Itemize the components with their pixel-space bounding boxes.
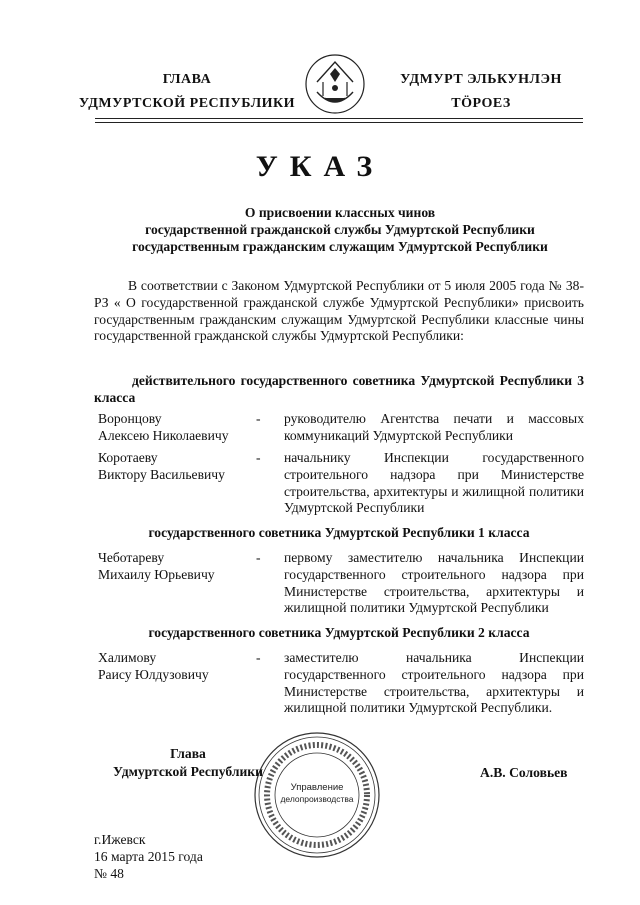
section-heading-2-class: государственного советника Удмуртской Республики 2 класса (148, 625, 530, 640)
header-divider-top (95, 118, 583, 119)
header-divider-bottom (95, 122, 583, 123)
header-left (78, 68, 296, 116)
signature-title-line1: Глава (170, 746, 206, 761)
appointee-position: начальнику Инспекции государственного строительного надзора при Министерстве строительства, архитектуры и жилищной политики Удмуртской Республики (284, 450, 584, 516)
republic-emblem-icon (303, 52, 367, 116)
decree-date: 16 марта 2015 года (94, 849, 203, 864)
appointee-given-names: Алексею Николаевичу (98, 427, 229, 443)
city: г.Ижевск (94, 832, 146, 847)
appointee-given-names: Виктору Васильевичу (98, 466, 225, 482)
signature-title (98, 745, 278, 781)
header-left-line2: УДМУРТСКОЙ РЕСПУБЛИКИ (78, 96, 296, 111)
appointee-name (98, 550, 258, 584)
subject-line-1: О присвоении классных чинов (244, 205, 436, 220)
appointee-name (98, 450, 258, 484)
entry-dash: - (256, 411, 261, 426)
decree-number: № 48 (94, 866, 124, 881)
header-left-line1: ГЛАВА (162, 72, 212, 87)
appointee-position: первому заместителю начальника Инспекции государственного строительного надзора при Министерстве строительства, архитектуры и жилищной политики Удмуртской Республики (284, 550, 584, 616)
appointee-given-names: Михаилу Юрьевичу (98, 566, 215, 582)
signature-title-line2: Удмуртской Республики (113, 764, 263, 779)
header-right-line1: УДМУРТ ЭЛЬКУНЛЭН (400, 72, 562, 87)
decree-intro: В соответствии с Законом Удмуртской Республики от 5 июля 2005 года № 38-РЗ « О государственной гражданской службе Удмуртской Республики» присвоить государственным гражданским служащим Удмуртской Республики классные чины государственной гражданской службы Удмуртской Республики: (94, 278, 584, 344)
entry-dash: - (256, 650, 261, 665)
signatory-name: А.В. Соловьев (480, 765, 568, 780)
entry-dash: - (256, 450, 261, 465)
document-title: УКАЗ (255, 150, 385, 183)
stamp-center-line2: делопроизводства (280, 794, 354, 804)
section-heading-3-class: действительного государственного советника Удмуртской Республики 3 класса (94, 373, 584, 405)
entry-dash: - (256, 550, 261, 565)
appointee-surname: Чеботареву (98, 550, 165, 565)
stamp-center-line1: Управление (290, 782, 344, 793)
appointee-name (98, 411, 258, 445)
subject-line-2: государственной гражданской службы Удмуртской Республики (145, 221, 535, 237)
section-heading-1-class: государственного советника Удмуртской Республики 1 класса (148, 525, 530, 540)
place-and-date (94, 831, 203, 882)
subject-line-3: государственным гражданским служащим Удмуртской Республики (132, 238, 548, 254)
appointee-position: руководителю Агентства печати и массовых коммуникаций Удмуртской Республики (284, 411, 584, 443)
appointee-surname: Халимову (98, 650, 157, 665)
appointee-name (98, 650, 258, 684)
appointee-position: заместителю начальника Инспекции государственного строительного надзора при Министерстве строительства, архитектуры и жилищной политики Удмуртской Республики. (284, 650, 584, 716)
decree-subject (90, 205, 590, 255)
header-right-line2: ТӦРОЕЗ (451, 96, 511, 111)
appointee-surname: Коротаеву (98, 450, 158, 465)
appointee-surname: Воронцову (98, 411, 162, 426)
appointee-given-names: Раису Юлдузовичу (98, 666, 209, 682)
header-right (392, 68, 570, 116)
